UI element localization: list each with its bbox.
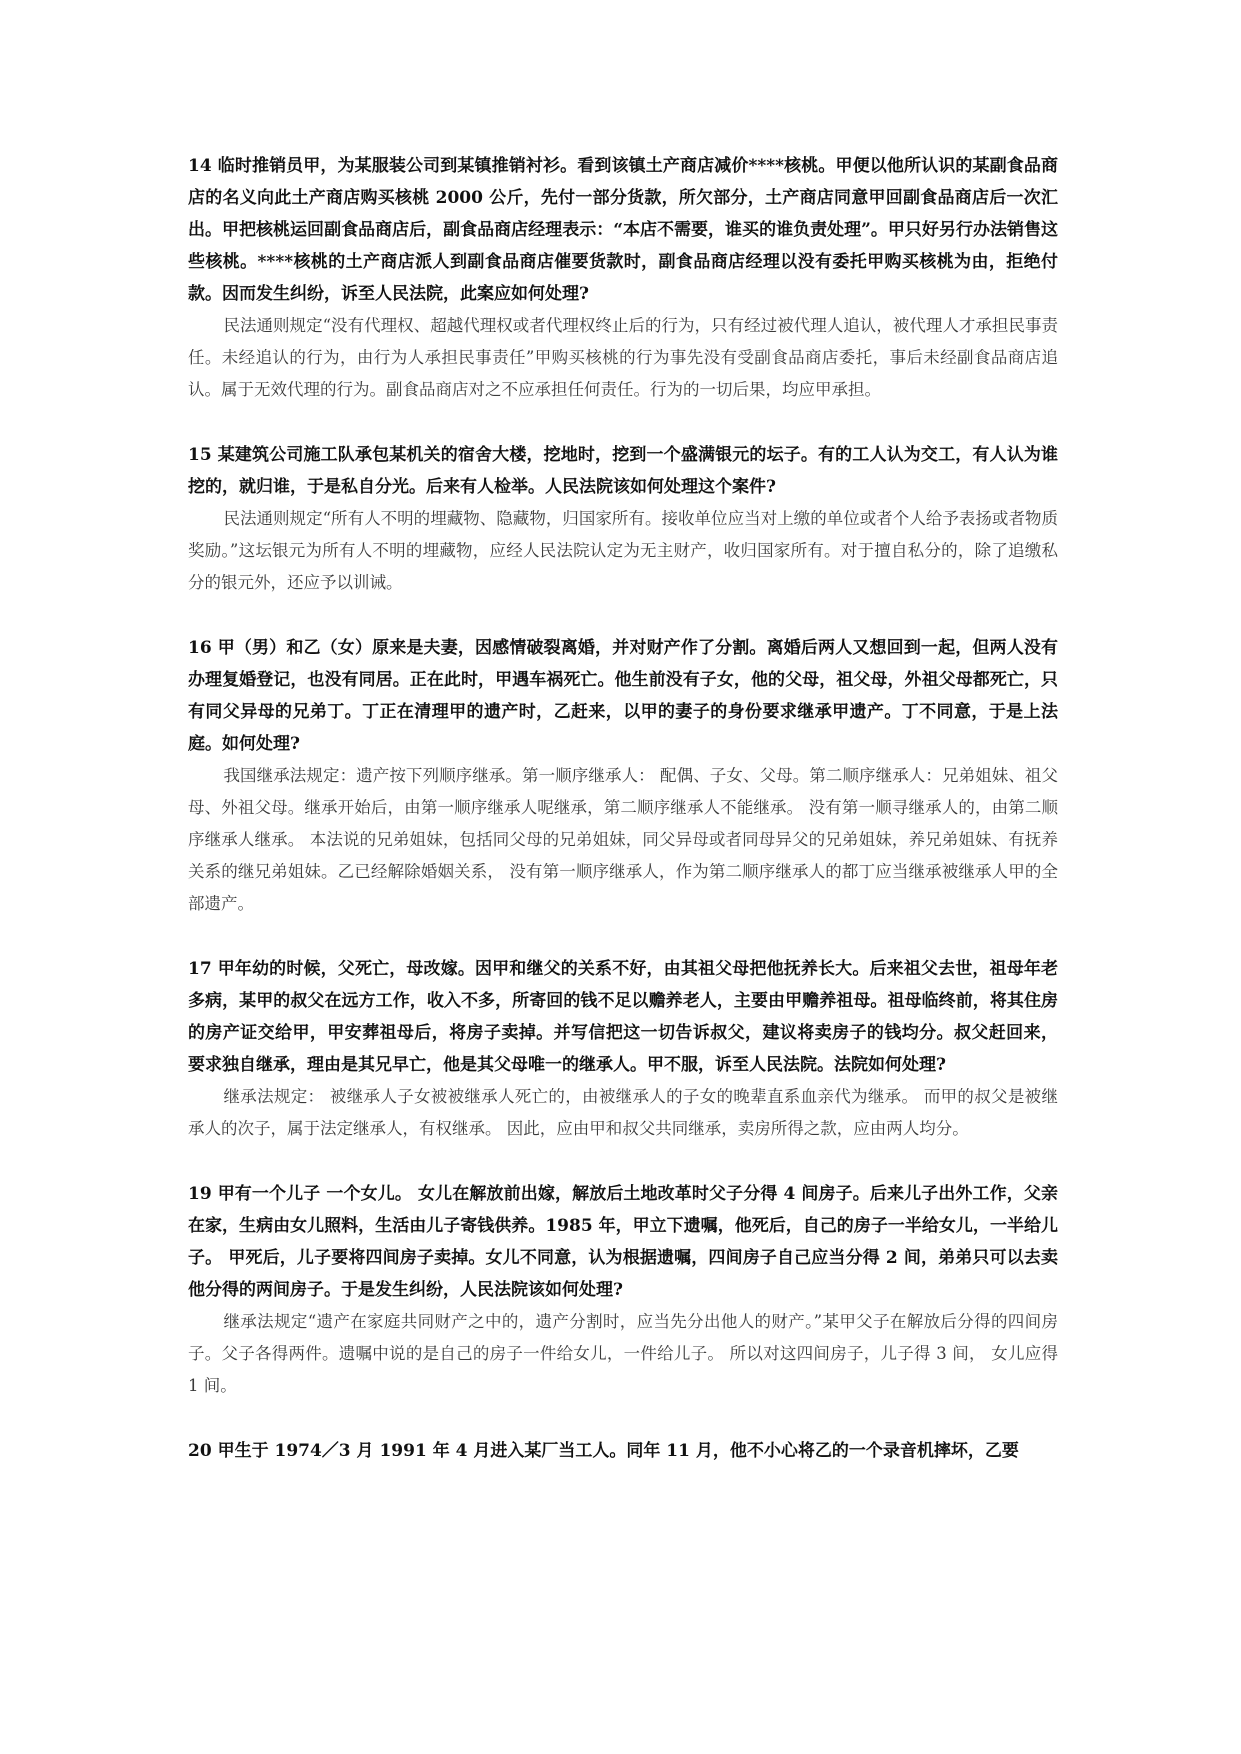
case-answer: 继承法规定： 被继承人子女被被继承人死亡的，由被继承人的子女的晚辈直系血亲代为继承。 而甲的叔父是被继承人的次子，属于法定继承人，有权继承。 因此，应由甲和叔父共同继承，卖房所得之款，应由两人均分。: [188, 1087, 1058, 1138]
case-19: [188, 1178, 1058, 1402]
case-16: [188, 632, 1058, 920]
case-answer: 民法通则规定“没有代理权、超越代理权或者代理权终止后的行为，只有经过被代理人追认，被代理人才承担民事责任。未经追认的行为，由行为人承担民事责任”甲购买核桃的行为事先没有受副食品商店委托，事后未经副食品商店追认。属于无效代理的行为。副食品商店对之不应承担任何责任。行为的一切后果，均应甲承担。: [188, 316, 1058, 399]
case-question: 19 甲有一个儿子 一个女儿。 女儿在解放前出嫁，解放后土地改革时父子分得 4 间房子。后来儿子出外工作，父亲在家，生病由女儿照料，生活由儿子寄钱供养。1985 年，甲立下遗嘱，他死后，自己的房子一半给女儿，一半给儿子。 甲死后，儿子要将四间房子卖掉。女儿不同意，认为根据遗嘱，四间房子自己应当分得 2 间，弟弟只可以去卖他分得的两间房子。于是发生纠纷，人民法院该如何处理?: [188, 1184, 1058, 1300]
case-20: [188, 1435, 1058, 1467]
case-15: [188, 439, 1058, 599]
case-question: 16 甲（男）和乙（女）原来是夫妻，因感情破裂离婚，并对财产作了分割。离婚后两人又想回到一起，但两人没有办理复婚登记，也没有同居。正在此时，甲遇车祸死亡。他生前没有子女，他的父母，祖父母，外祖父母都死亡，只有同父异母的兄弟丁。丁正在清理甲的遗产时，乙赶来，以甲的妻子的身份要求继承甲遗产。丁不同意，于是上法庭。如何处理?: [188, 638, 1058, 754]
document-body: [188, 150, 1058, 1500]
case-14: [188, 150, 1058, 406]
case-question: 15 某建筑公司施工队承包某机关的宿舍大楼，挖地时，挖到一个盛满银元的坛子。有的工人认为交工，有人认为谁挖的，就归谁，于是私自分光。后来有人检举。人民法院该如何处理这个案件?: [188, 445, 1058, 497]
case-17: [188, 953, 1058, 1145]
case-question: 20 甲生于 1974／3 月 1991 年 4 月进入某厂当工人。同年 11 月，他不小心将乙的一个录音机摔坏，乙要: [188, 1441, 1019, 1461]
case-answer: 我国继承法规定：遗产按下列顺序继承。第一顺序继承人： 配偶、子女、父母。第二顺序继承人：兄弟姐妹、祖父母、外祖父母。继承开始后，由第一顺序继承人呢继承，第二顺序继承人不能继承。 没有第一顺寻继承人的，由第二顺序继承人继承。 本法说的兄弟姐妹，包括同父母的兄弟姐妹，同父异母或者同母异父的兄弟姐妹，养兄弟姐妹、有抚养关系的继兄弟姐妹。乙已经解除婚姻关系， 没有第一顺序继承人，作为第二顺序继承人的都丁应当继承被继承人甲的全部遗产。: [188, 766, 1058, 913]
case-answer: 继承法规定“遗产在家庭共同财产之中的，遗产分割时，应当先分出他人的财产。”某甲父子在解放后分得的四间房子。父子各得两件。遗嘱中说的是自己的房子一件给女儿，一件给儿子。 所以对这四间房子，儿子得 3 间， 女儿应得 1 间。: [188, 1312, 1058, 1395]
case-question: 14 临时推销员甲，为某服装公司到某镇推销衬衫。看到该镇土产商店减价****核桃。甲便以他所认识的某副食品商店的名义向此土产商店购买核桃 2000 公斤，先付一部分货款，所欠部分，土产商店同意甲回副食品商店后一次汇出。甲把核桃运回副食品商店后，副食品商店经理表示：“本店不需要，谁买的谁负责处理”。甲只好另行办法销售这些核桃。****核桃的土产商店派人到副食品商店催要货款时，副食品商店经理以没有委托甲购买核桃为由，拒绝付款。因而发生纠纷，诉至人民法院，此案应如何处理?: [188, 156, 1058, 304]
case-question: 17 甲年幼的时候，父死亡，母改嫁。因甲和继父的关系不好，由其祖父母把他抚养长大。后来祖父去世，祖母年老多病，某甲的叔父在远方工作，收入不多，所寄回的钱不足以赡养老人，主要由甲赡养祖母。祖母临终前，将其住房的房产证交给甲，甲安葬祖母后，将房子卖掉。并写信把这一切告诉叔父，建议将卖房子的钱均分。叔父赶回来， 要求独自继承，理由是其兄早亡，他是其父母唯一的继承人。甲不服，诉至人民法院。法院如何处理?: [188, 959, 1058, 1075]
case-answer: 民法通则规定“所有人不明的埋藏物、隐藏物，归国家所有。接收单位应当对上缴的单位或者个人给予表扬或者物质奖励。”这坛银元为所有人不明的埋藏物，应经人民法院认定为无主财产，收归国家所有。对于擅自私分的，除了追缴私分的银元外，还应予以训诫。: [188, 509, 1058, 592]
